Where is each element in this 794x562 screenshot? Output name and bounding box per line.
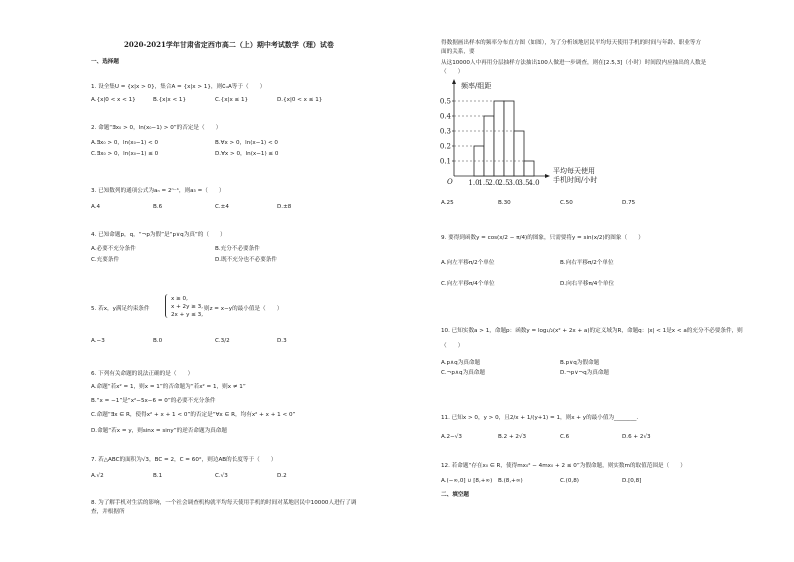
q3-option-c: C.±4 xyxy=(215,204,229,210)
q6-option-c: C.命题“∃x ∈ R，使得x² + x + 1 < 0”的否定是“∀x ∈ R，均有x² + x + 1 < 0” xyxy=(91,412,296,418)
x-tick-label: 1.5 xyxy=(478,179,490,187)
question-9-stem: 9. 要得到函数y = cos(x/2 − π/4)的图象，只需要将y = sin(x/2)的图象（ ） xyxy=(441,235,644,241)
question-8-stem-line-4: 面的关系，要 xyxy=(441,49,475,55)
x-tick-label: 4.0 xyxy=(528,179,540,187)
q11-option-a: A.2−√3 xyxy=(441,434,462,440)
q3-option-a: A.4 xyxy=(91,204,101,210)
q5-constraint-brace xyxy=(165,294,170,318)
q10-option-c: C.¬p∧q为真命题 xyxy=(441,370,485,376)
x-tick-label: 2.0 xyxy=(488,179,500,187)
q5-stem-tail: 则z = x−y的最小值是（ ） xyxy=(204,306,283,312)
x-tick-label: 3.0 xyxy=(508,179,520,187)
histogram-bar xyxy=(514,131,524,176)
q9-option-d: D.向右平移π/4个单位 xyxy=(560,281,615,287)
question-8-stem-line-2: 查，并根据所 xyxy=(91,509,125,515)
q5-constraint-1: x ≥ 0, xyxy=(171,296,188,302)
q10-option-d: D.¬p∨¬q为真命题 xyxy=(560,370,610,376)
q5-option-a: A.−3 xyxy=(91,338,105,344)
q9-option-c: C.向左平移π/4个单位 xyxy=(441,281,495,287)
question-11-stem: 11. 已知x > 0，y > 0，且2/x + 1/(y+1) = 1，则x + y的最小值为________. xyxy=(441,415,639,421)
origin-label: O xyxy=(447,178,453,186)
question-8-stem-line-5: 从这10000人中再用分层抽样方法抽出100人做进一步调查，则在[2.5,3]（小时）时间段内应抽出的人数是 xyxy=(441,60,707,66)
question-10-stem-line-1: 10. 已知实数a > 1，命题p：函数y = log₁/₂(x² + 2x + a)的定义域为R，命题q：|x| < 1是x < a的充分不必要条件，则 xyxy=(441,328,743,334)
q7-option-b: B.1 xyxy=(153,473,163,479)
q1-option-c: C.{x|x ≤ 1} xyxy=(215,97,249,103)
y-tick-label: 0.5 xyxy=(439,97,451,106)
x-tick-label: 3.5 xyxy=(518,179,530,187)
question-10-stem-line-2: （ ） xyxy=(441,343,464,349)
q5-option-b: B.0 xyxy=(153,338,163,344)
question-6-stem: 6. 下列有关命题的说法正确的是（ ） xyxy=(91,371,194,377)
histogram-bar xyxy=(494,101,504,176)
q2-option-a: A.∃x₀ > 0，ln(x₀−1) < 0 xyxy=(91,140,159,146)
question-12-stem: 12. 若命题“存在x₀ ∈ R，使得mx₀² − 4mx₀ + 2 ≤ 0”为假命题，则实数m的取值范围是（ ） xyxy=(441,463,686,469)
q5-constraint-2: x + 2y ≥ 3, xyxy=(171,304,204,310)
q10-option-b: B.p∨q为假命题 xyxy=(560,360,600,366)
section-heading-fill-blank: 二、填空题 xyxy=(441,492,469,498)
x-axis-title: 平均每天使用 xyxy=(553,167,595,175)
q11-option-d: D.6 + 2√3 xyxy=(622,434,651,440)
y-tick-label: 0.1 xyxy=(439,157,451,166)
q1-option-d: D.{x|0 < x ≤ 1} xyxy=(277,97,323,103)
question-4-stem: 4. 已知命题p，q，“¬p为假”是“p∨q为真”的（ ） xyxy=(91,232,226,238)
question-3-stem: 3. 已知数列的通项公式为aₙ = 2ⁿ⁻¹，则a₃ =（ ） xyxy=(91,188,225,194)
q5-option-c: C.3/2 xyxy=(215,338,230,344)
question-2-stem: 2. 命题“∃x₀ > 0，ln(x₀−1) > 0”的否定是（ ） xyxy=(91,125,222,131)
x-axis-arrow xyxy=(545,174,550,178)
q9-option-a: A.向左平移π/2个单位 xyxy=(441,260,495,266)
q2-option-c: C.∃x₀ > 0，ln(x₀−1) ≤ 0 xyxy=(91,151,159,157)
question-8-stem-line-6: （ ） xyxy=(441,69,464,75)
q1-option-a: A.{x|0 < x < 1} xyxy=(91,97,136,103)
q2-option-b: B.∀x > 0，ln(x−1) < 0 xyxy=(215,140,278,146)
q1-option-b: B.{x|x < 1} xyxy=(153,97,187,103)
x-axis-title: 手机时间/小时 xyxy=(553,176,598,184)
q10-option-a: A.p∧q为真命题 xyxy=(441,360,481,366)
y-tick-label: 0.4 xyxy=(439,112,451,121)
q7-option-a: A.√2 xyxy=(91,473,104,479)
page-title: 2020-2021学年甘肃省定西市高二（上）期中考试数学（理）试卷 xyxy=(124,40,334,49)
q3-option-d: D.±8 xyxy=(277,204,292,210)
q5-option-d: D.3 xyxy=(277,338,287,344)
x-tick-label: 1.0 xyxy=(468,179,480,187)
q6-option-b: B.“x = −1”是“x²−5x−6 = 0”的必要不充分条件 xyxy=(91,398,216,404)
q9-option-b: B.向右平移π/2个单位 xyxy=(560,260,614,266)
q12-option-b: B.(8,+∞) xyxy=(498,478,523,484)
section-heading-choice: 一、选择题 xyxy=(91,59,119,65)
question-1-stem: 1. 设全集U = {x|x > 0}，集合A = {x|x > 1}，则∁ᵤA等于（ ） xyxy=(91,84,266,90)
q12-option-d: D.[0,8] xyxy=(622,478,642,484)
question-8-stem-line-1: 8. 为了解手机对生活的影响，一个社会调查机构就平均每天使用手机的时间对某地居民中10000人进行了调 xyxy=(91,500,357,506)
q6-option-d: D.命题“若x = y，则sinx = siny”的逆否命题为真命题 xyxy=(91,428,227,434)
q11-option-b: B.2 + 2√3 xyxy=(498,434,527,440)
q12-option-a: A.(−∞,0] ∪ [8,+∞) xyxy=(441,478,493,484)
q12-option-c: C.(0,8) xyxy=(560,478,579,484)
q3-option-b: B.6 xyxy=(153,204,163,210)
histogram-bar xyxy=(524,161,534,176)
q4-option-d: D.既不充分也不必要条件 xyxy=(215,257,278,263)
q4-option-a: A.必要不充分条件 xyxy=(91,246,136,252)
q8-option-c: C.50 xyxy=(560,200,573,206)
q11-option-c: C.6 xyxy=(560,434,570,440)
q5-constraint-3: 2x + y ≤ 3, xyxy=(171,312,204,318)
q4-option-c: C.充要条件 xyxy=(91,257,120,263)
histogram-bar xyxy=(504,101,514,176)
y-tick-label: 0.3 xyxy=(439,127,451,136)
question-8-stem-line-3: 得数据画出样本的频率分布直方图（如图），为了分析该地居民平均每天使用手机的时间与年龄、职业等方 xyxy=(441,40,702,46)
q7-option-d: D.2 xyxy=(277,473,287,479)
q6-option-a: A.命题“若x² = 1，则x = 1”的否命题为“若x² = 1，则x ≠ 1” xyxy=(91,384,246,390)
y-axis-title: 频率/组距 xyxy=(461,82,492,90)
q4-option-b: B.充分不必要条件 xyxy=(215,246,260,252)
question-5-stem: 5. 若x，y满足约束条件 xyxy=(91,306,150,312)
x-tick-label: 2.5 xyxy=(498,179,510,187)
y-tick-label: 0.2 xyxy=(439,142,451,151)
frequency-histogram xyxy=(436,78,686,193)
q7-option-c: C.√3 xyxy=(215,473,228,479)
histogram-bar xyxy=(484,116,494,176)
q8-option-b: B.30 xyxy=(498,200,511,206)
q2-option-d: D.∀x > 0，ln(x−1) ≤ 0 xyxy=(215,151,279,157)
y-axis-arrow xyxy=(452,79,456,84)
q8-option-a: A.25 xyxy=(441,200,454,206)
question-7-stem: 7. 若△ABC的面积为√3，BC = 2，C = 60°，则边AB的长度等于（ ） xyxy=(91,457,277,463)
q8-option-d: D.75 xyxy=(622,200,636,206)
